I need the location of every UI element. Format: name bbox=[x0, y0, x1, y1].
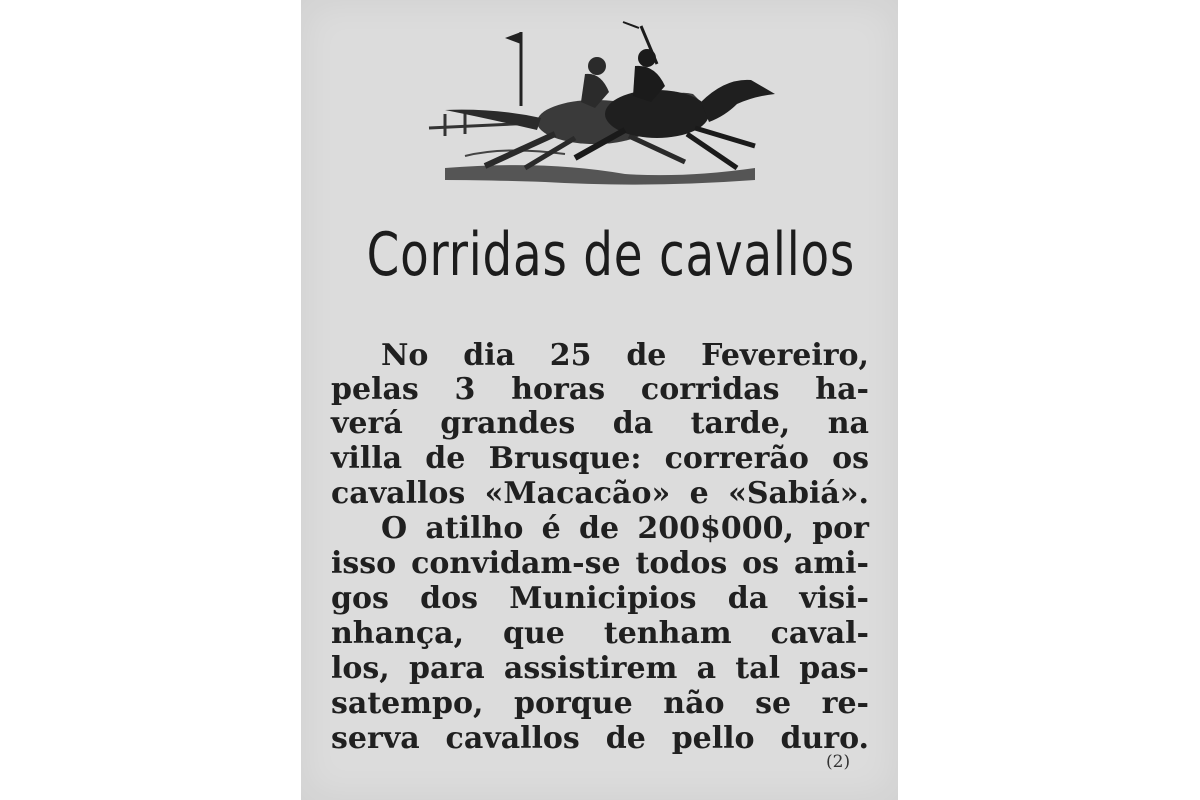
headline: Corridas de cavallos bbox=[366, 220, 856, 290]
body-line-1: No dia 25 de Fevereiro, bbox=[381, 338, 869, 373]
body-line-12: serva cavallos de pello duro. bbox=[331, 721, 869, 756]
body-line-4: villa de Brusque: correrão os bbox=[331, 441, 869, 476]
body-line-5: cavallos «Macacão» e «Sabiá». bbox=[331, 476, 869, 511]
body-line-9: nhança, que tenham caval- bbox=[331, 616, 869, 651]
body-line-7: isso convidam-se todos os ami- bbox=[331, 546, 869, 581]
body-line-8: gos dos Municipios da visi- bbox=[331, 581, 869, 616]
ad-number-marker: (2) bbox=[826, 752, 851, 772]
body-line-2: pelas 3 horas corridas ha- bbox=[331, 372, 869, 407]
newspaper-clipping bbox=[301, 0, 898, 800]
body-line-10: los, para assistirem a tal pas- bbox=[331, 651, 869, 686]
body-line-11: satempo, porque não se re- bbox=[331, 686, 869, 721]
horse-race-illustration bbox=[425, 18, 785, 190]
body-line-3: verá grandes da tarde, na bbox=[331, 406, 869, 441]
body-line-6: O atilho é de 200$000, por bbox=[381, 511, 869, 546]
